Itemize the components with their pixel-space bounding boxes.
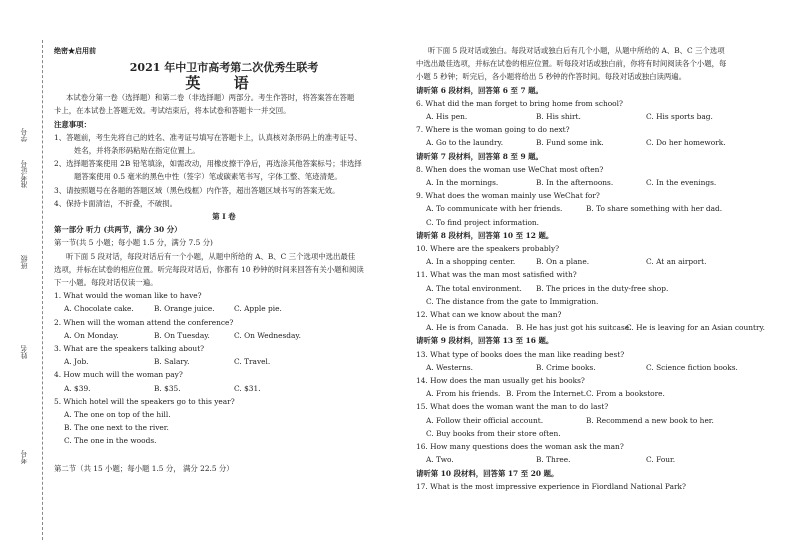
option[interactable]: A. In the mornings.	[426, 178, 499, 188]
subject-title: 英 语	[185, 74, 263, 93]
option[interactable]: A. Westerns.	[426, 362, 473, 372]
option[interactable]: A. To communicate with her friends.	[426, 204, 563, 214]
option[interactable]: A. On Monday.	[64, 330, 119, 340]
option[interactable]: C. At an airport.	[646, 257, 707, 267]
class-label: 班级	[20, 255, 28, 269]
option[interactable]: C. To find project information.	[426, 217, 539, 227]
exam-id-label: 考号	[20, 450, 28, 464]
option[interactable]: B. Orange juice.	[154, 304, 215, 314]
material-heading: 请听第 10 段材料，回答第 17 至 20 题。	[416, 468, 559, 478]
binding-margin	[18, 40, 48, 540]
name-label: 姓名	[20, 345, 28, 359]
options-row	[416, 136, 778, 149]
option[interactable]: C. The distance from the gate to Immigration.	[426, 296, 599, 306]
option[interactable]: C. Science fiction books.	[646, 362, 738, 372]
question: 7. Where is the woman going to do next?	[416, 125, 570, 135]
option[interactable]: C. Four.	[646, 455, 676, 465]
question: 14. How does the man usually get his books?	[416, 376, 585, 386]
options-row	[54, 382, 394, 395]
option[interactable]: B. The one next to the river.	[64, 423, 169, 433]
option[interactable]: C. The one in the woods.	[64, 436, 157, 446]
notice-heading: 注意事项：	[54, 119, 91, 129]
option[interactable]: B. $35.	[154, 383, 181, 393]
question: 17. What is the most impressive experience in Fiordland National Park?	[416, 481, 686, 491]
left-column	[54, 44, 394, 475]
options-row	[416, 110, 778, 123]
option[interactable]: A. The total environment.	[426, 283, 522, 293]
material-heading: 请听第 6 段材料，回答第 6 至 7 题。	[416, 85, 543, 95]
option[interactable]: A. His pen.	[426, 112, 468, 122]
options-row	[54, 302, 394, 315]
option[interactable]: B. The prices in the duty-free shop.	[536, 283, 669, 293]
option[interactable]: B. Fund some ink.	[536, 138, 604, 148]
material-heading: 请听第 7 段材料，回答第 8 至 9 题。	[416, 151, 543, 161]
section-heading: 第二节（共 15 小题；每小题 1.5 分， 满分 22.5 分）	[54, 463, 234, 473]
option[interactable]: B. In the afternoons.	[536, 178, 614, 188]
notice-item: 1、答题前，考生先将自己的姓名、准考证号填写在答题卡上，认真核对条形码上的准考证号、	[54, 132, 362, 142]
options-row	[416, 453, 778, 466]
volume-heading: 第 I 卷	[212, 212, 236, 222]
options-row	[416, 361, 778, 374]
notice-item: 题答案使用 0.5 毫米的黑色中性（签字）笔或碳素笔书写，字体工整、笔迹清楚。	[74, 172, 342, 182]
option[interactable]: C. His sports bag.	[646, 112, 713, 122]
option[interactable]: A. The one on top of the hill.	[64, 410, 171, 420]
option[interactable]: A. Follow their official account.	[426, 415, 544, 425]
options-row	[54, 329, 394, 342]
option[interactable]: C. Apple pie.	[234, 304, 282, 314]
question: 8. When does the woman use WeChat most often?	[416, 164, 604, 174]
options-row	[416, 282, 778, 295]
option[interactable]: C. On Wednesday.	[234, 330, 301, 340]
option[interactable]: C. In the evenings.	[646, 178, 717, 188]
section-instruction: 选项，并标在试卷的相应位置。听完每段对话后，你都有 10 秒钟的时间来回答有关小题和阅读	[54, 264, 364, 274]
option[interactable]: B. His shirt.	[536, 112, 581, 122]
notice-item: 4、保持卡面清洁，不折叠，不破损。	[54, 198, 177, 208]
question: 16. How many questions does the woman ask the man?	[416, 442, 624, 452]
question: 1. What would the woman like to have?	[54, 291, 202, 301]
question: 12. What can we know about the man?	[416, 310, 562, 320]
section-heading: 第一节(共 5 小题；每小题 1.5 分，满分 7.5 分)	[54, 238, 213, 248]
part-heading: 第一部分 听力 (共两节，满分 30 分）	[54, 225, 182, 235]
intro-line: 本试卷分第一卷（选择题）和第二卷（非选择题）两部分。考生作答时，将答案答在答题	[66, 93, 355, 103]
section-instruction: 小题 5 秒钟；听完后，各小题将给出 5 秒钟的作答时间。每段对话或独白读两遍。	[416, 72, 687, 82]
option[interactable]: A. In a shopping center.	[426, 257, 516, 267]
options-row	[416, 202, 778, 215]
question: 13. What type of books does the man like reading best?	[416, 349, 625, 359]
question: 11. What was the man most satisfied with?	[416, 270, 577, 280]
section-instruction: 听下面 5 段对话，每段对话后有一个小题，从题中所给的 A、B、C 三个选项中选出最佳	[66, 251, 356, 261]
option[interactable]: A. Chocolate cake.	[64, 304, 134, 314]
binding-line	[42, 40, 43, 540]
option[interactable]: B. On Tuesday.	[154, 330, 210, 340]
option[interactable]: A. He is from Canada.	[426, 323, 509, 333]
material-heading: 请听第 8 段材料，回答第 10 至 12 题。	[416, 230, 554, 240]
option[interactable]: B. Salary.	[154, 357, 190, 367]
intro-line: 卡上，在本试卷上答题无效。考试结束后，将本试卷和答题卡一并交回。	[54, 106, 291, 116]
student-number-label: 学号	[20, 128, 28, 142]
options-row	[416, 414, 778, 427]
section-instruction: 听下面 5 段对话或独白。每段对话或独白后有几个小题，从题中所给的 A、B、C 三个选项	[428, 46, 725, 55]
options-row	[416, 255, 778, 268]
question: 2. When will the woman attend the conference?	[54, 317, 234, 327]
section-instruction: 下一小题。每段对话仅读一遍。	[54, 278, 158, 288]
notice-item: 3、请按照题号在各题的答题区域（黑色线框）内作答，超出答题区域书写的答案无效。	[54, 185, 340, 195]
notice-item: 姓名，并将条形码粘贴在指定位置上。	[74, 146, 200, 156]
option[interactable]: B. Three.	[536, 455, 571, 465]
option[interactable]: B. From the Internet.	[506, 389, 587, 399]
right-column	[416, 44, 778, 493]
question: 15. What does the woman want the man to do last?	[416, 402, 609, 412]
section-instruction: 中选出最佳选项，并标在试卷的相应位置。听每段对话或独白前，你将有时间阅读各个小题，每	[416, 59, 727, 69]
question: 4. How much will the woman pay?	[54, 370, 183, 380]
options-row	[416, 176, 778, 189]
options-row	[416, 387, 778, 400]
options-row	[54, 355, 394, 368]
option[interactable]: B. Recommend a new book to her.	[586, 415, 714, 425]
option[interactable]: B. To share something with her dad.	[586, 204, 723, 214]
option[interactable]: A. Job.	[64, 357, 89, 367]
option[interactable]: C. Travel.	[234, 357, 271, 367]
exam-title: 2021 年中卫市高考第二次优秀生联考	[129, 61, 319, 75]
question: 9. What does the woman mainly use WeChat for?	[416, 191, 600, 201]
option[interactable]: C. Buy books from their store often.	[426, 428, 561, 438]
option[interactable]: A. $39.	[64, 383, 91, 393]
notice-item: 2、选择题答案使用 2B 铅笔填涂，如需改动，用橡皮擦干净后，再选涂其他答案标号；非选择	[54, 159, 362, 169]
option[interactable]: B. He has just got his suitcase.	[516, 323, 632, 333]
option[interactable]: B. On a plane.	[536, 257, 590, 267]
option[interactable]: A. From his friends.	[426, 389, 501, 399]
options-row	[416, 321, 778, 334]
option[interactable]: B. Crime books.	[536, 362, 596, 372]
option[interactable]: C. Do her homework.	[646, 138, 726, 148]
question: 6. What did the man forget to bring home from school?	[416, 98, 623, 108]
material-heading: 请听第 9 段材料，回答第 13 至 16 题。	[416, 336, 554, 346]
option[interactable]: A. Two.	[426, 455, 454, 465]
question: 5. Which hotel will the speakers go to this year?	[54, 396, 235, 406]
option[interactable]: C. From a bookstore.	[586, 389, 665, 399]
option[interactable]: A. Go to the laundry.	[426, 138, 504, 148]
question: 10. Where are the speakers probably?	[416, 244, 560, 254]
confidential-mark: 绝密★启用前	[54, 46, 96, 55]
option[interactable]: C. $31.	[234, 383, 261, 393]
option[interactable]: C. He is leaving for an Asian country.	[626, 323, 766, 333]
question: 3. What are the speakers talking about?	[54, 344, 205, 354]
exam-number-label: 准考证号	[20, 160, 28, 188]
